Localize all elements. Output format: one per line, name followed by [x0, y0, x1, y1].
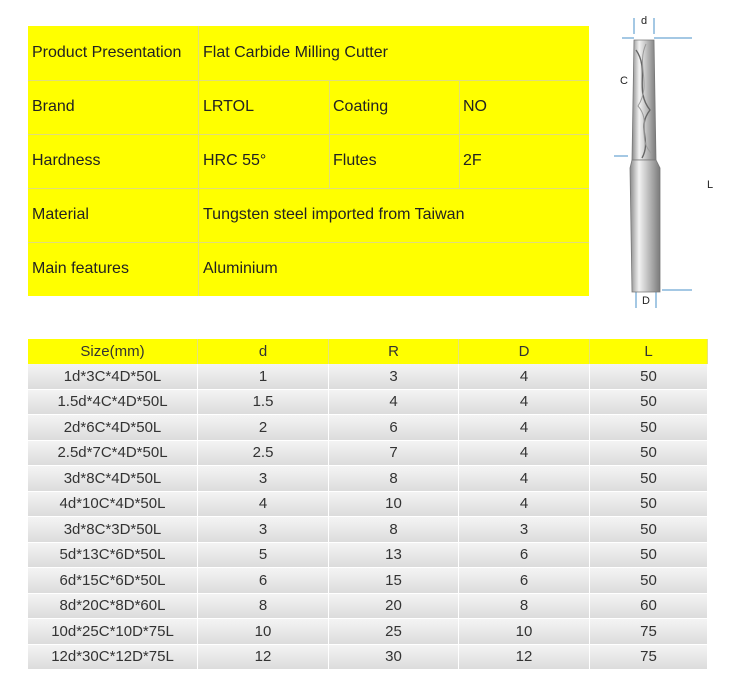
cell-l: 50 — [590, 568, 708, 593]
cell-l: 50 — [590, 364, 708, 389]
cell-size: 3d*8C*3D*50L — [28, 517, 198, 542]
flutes-label: Flutes — [333, 152, 377, 169]
cell-size: 8d*20C*8D*60L — [28, 594, 198, 619]
cell-r: 20 — [329, 594, 459, 619]
cell-size: 6d*15C*6D*50L — [28, 568, 198, 593]
header-r: R — [329, 339, 459, 364]
cell-r: 25 — [329, 619, 459, 644]
size-table — [28, 339, 708, 670]
divider — [198, 26, 199, 296]
cell-d: 4 — [198, 492, 329, 517]
cell-D: 10 — [459, 619, 590, 644]
table-row — [28, 466, 708, 492]
cell-D: 6 — [459, 568, 590, 593]
hardness-label: Hardness — [32, 152, 101, 169]
cell-l: 50 — [590, 517, 708, 542]
hardness-row — [28, 134, 589, 188]
material-row — [28, 188, 589, 242]
cell-D: 6 — [459, 543, 590, 568]
cell-r: 3 — [329, 364, 459, 389]
cell-d: 3 — [198, 517, 329, 542]
cell-D: 4 — [459, 441, 590, 466]
cutter-diagram — [606, 10, 726, 310]
cell-l: 50 — [590, 492, 708, 517]
cell-l: 60 — [590, 594, 708, 619]
cell-r: 10 — [329, 492, 459, 517]
cell-r: 8 — [329, 517, 459, 542]
cell-r: 30 — [329, 645, 459, 670]
cell-D: 4 — [459, 466, 590, 491]
cell-d: 1.5 — [198, 390, 329, 415]
cell-D: 12 — [459, 645, 590, 670]
cell-D: 3 — [459, 517, 590, 542]
label-c: C — [620, 75, 628, 87]
cell-d: 10 — [198, 619, 329, 644]
features-row — [28, 242, 589, 296]
table-row — [28, 543, 708, 569]
coating-label: Coating — [333, 98, 389, 115]
cell-D: 4 — [459, 364, 590, 389]
divider — [28, 188, 589, 189]
product-row — [28, 26, 589, 80]
cell-size: 12d*30C*12D*75L — [28, 645, 198, 670]
features-value: Aluminium — [203, 260, 278, 277]
cell-d: 8 — [198, 594, 329, 619]
table-row — [28, 645, 708, 671]
cell-l: 50 — [590, 390, 708, 415]
cell-D: 4 — [459, 492, 590, 517]
product-info-table — [28, 26, 589, 296]
brand-row — [28, 80, 589, 134]
divider — [329, 80, 330, 188]
cell-l: 50 — [590, 543, 708, 568]
divider — [459, 80, 460, 188]
material-label: Material — [32, 206, 89, 223]
divider — [28, 242, 589, 243]
cell-d: 5 — [198, 543, 329, 568]
size-table-body — [28, 364, 708, 670]
cell-size: 2.5d*7C*4D*50L — [28, 441, 198, 466]
cell-d: 3 — [198, 466, 329, 491]
cell-r: 7 — [329, 441, 459, 466]
cell-size: 3d*8C*4D*50L — [28, 466, 198, 491]
table-row — [28, 415, 708, 441]
cell-l: 75 — [590, 645, 708, 670]
cell-d: 1 — [198, 364, 329, 389]
table-row — [28, 390, 708, 416]
features-label: Main features — [32, 260, 129, 277]
divider — [28, 134, 589, 135]
table-row — [28, 568, 708, 594]
brand-value: LRTOL — [203, 98, 254, 115]
cell-size: 1d*3C*4D*50L — [28, 364, 198, 389]
cell-l: 75 — [590, 619, 708, 644]
label-l: L — [706, 179, 714, 191]
header-size: Size(mm) — [28, 339, 198, 364]
cutter-shank — [630, 160, 660, 292]
coating-value: NO — [463, 98, 487, 115]
product-label: Product Presentation — [32, 44, 182, 61]
cell-r: 8 — [329, 466, 459, 491]
label-D: D — [642, 295, 650, 307]
cell-size: 10d*25C*10D*75L — [28, 619, 198, 644]
brand-label: Brand — [32, 98, 75, 115]
header-d: d — [198, 339, 329, 364]
cell-size: 2d*6C*4D*50L — [28, 415, 198, 440]
header-D: D — [459, 339, 590, 364]
cell-size: 4d*10C*4D*50L — [28, 492, 198, 517]
cell-l: 50 — [590, 466, 708, 491]
cell-l: 50 — [590, 415, 708, 440]
cell-D: 4 — [459, 390, 590, 415]
table-row — [28, 364, 708, 390]
cell-r: 4 — [329, 390, 459, 415]
cell-d: 2 — [198, 415, 329, 440]
hardness-value: HRC 55° — [203, 152, 267, 169]
cell-D: 4 — [459, 415, 590, 440]
product-value: Flat Carbide Milling Cutter — [203, 44, 388, 61]
table-row — [28, 492, 708, 518]
cell-size: 5d*13C*6D*50L — [28, 543, 198, 568]
size-table-header — [28, 339, 708, 364]
material-value: Tungsten steel imported from Taiwan — [203, 206, 465, 223]
cell-r: 13 — [329, 543, 459, 568]
cell-D: 8 — [459, 594, 590, 619]
label-d: d — [640, 15, 648, 27]
table-row — [28, 619, 708, 645]
cell-size: 1.5d*4C*4D*50L — [28, 390, 198, 415]
divider — [28, 80, 589, 81]
cell-r: 15 — [329, 568, 459, 593]
cell-l: 50 — [590, 441, 708, 466]
cell-d: 2.5 — [198, 441, 329, 466]
header-l: L — [590, 339, 708, 364]
table-row — [28, 441, 708, 467]
cell-r: 6 — [329, 415, 459, 440]
cell-d: 6 — [198, 568, 329, 593]
table-row — [28, 517, 708, 543]
flutes-value: 2F — [463, 152, 482, 169]
cell-d: 12 — [198, 645, 329, 670]
table-row — [28, 594, 708, 620]
